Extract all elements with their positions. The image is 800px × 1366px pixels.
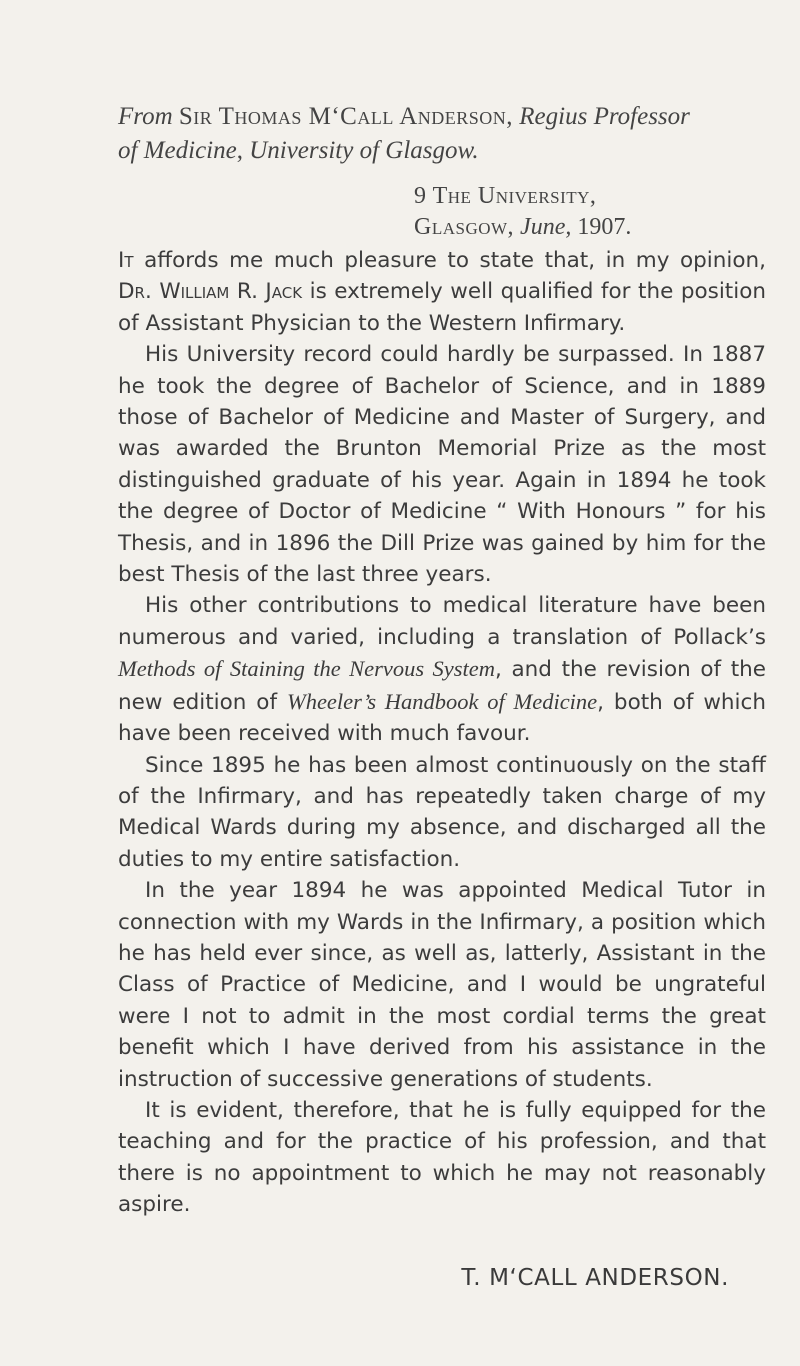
paragraph-5: In the year 1894 he was appointed Medical Tutor in connection with my Wards in the Infirmary, a position which he has held ever since, as well as, latterly, Assistant in the Class of Practice of Medicine, and I would be ungrateful were I not to admit in the most cordial terms the great benefit which I have derived from his assistance in the instruction of successive generations of students. bbox=[118, 878, 766, 1092]
paragraph-1-text-b: is extremely well qualified for the position of Assistant Physician to the Western Infirmary. bbox=[118, 279, 766, 336]
address-month: June, bbox=[520, 214, 572, 240]
paragraph-1-start: It bbox=[118, 248, 134, 273]
letter-body bbox=[118, 245, 766, 1221]
heading-sender: Sir Thomas M‘Call Anderson, bbox=[178, 103, 514, 130]
address-city: Glasgow, bbox=[414, 214, 515, 240]
paragraph-1 bbox=[118, 245, 766, 339]
paragraph-4: Since 1895 he has been almost continuously on the staff of the Infirmary, and has repeatedly taken charge of my Medical Wards during my absence, and discharged all the duties to my entire satisfaction. bbox=[118, 752, 766, 872]
letter-address bbox=[414, 181, 774, 243]
heading-title-part2: of Medicine bbox=[118, 137, 237, 164]
heading-title-part1: Regius Professor bbox=[519, 103, 690, 130]
paragraph-3 bbox=[118, 590, 766, 749]
heading-from: From bbox=[118, 103, 173, 130]
address-line-1: 9 The University, bbox=[414, 183, 597, 209]
signature-text: T. M‘CALL ANDERSON. bbox=[461, 1265, 729, 1291]
paragraph-1-text-a: affords me much pleasure to state that, in my opinion, bbox=[133, 248, 766, 273]
paragraph-3-text-a: His other contributions to medical literature have been numerous and varied, including a translation of Pollack’s bbox=[118, 593, 766, 650]
paragraph-3-text-c: , both of which have been received with much favour. bbox=[118, 689, 766, 747]
candidate-name: Dr. William R. Jack bbox=[118, 279, 303, 305]
paragraph-2: His University record could hardly be surpassed. In 1887 he took the degree of Bachelor of Science, and in 1889 those of Bachelor of Medicine and Master of Surgery, and was awarded the Brunton Memorial Prize as the most distinguished graduate of his year. Again in 1894 he took the degree of Doctor of Medicine “ With Honours ” for his Thesis, and in 1896 the Dill Prize was gained by him for the best Thesis of the last three years. bbox=[118, 342, 766, 588]
signature bbox=[118, 1265, 766, 1291]
paragraph-3-text-b: , and the revision of the new edition of bbox=[118, 657, 767, 715]
paragraph-6: It is evident, therefore, that he is fully equipped for the teaching and for the practice of his profession, and that there is no appointment to which he may not reasonably aspire. bbox=[118, 1097, 766, 1218]
heading-comma: , bbox=[236, 137, 243, 164]
heading-line-2 bbox=[118, 134, 768, 168]
letter-heading bbox=[118, 100, 768, 168]
heading-title-part3: University of Glasgow. bbox=[249, 137, 479, 164]
book-title-handbook: Wheeler’s Handbook of Medicine bbox=[286, 688, 598, 714]
heading-line-1 bbox=[118, 100, 768, 134]
address-line-2 bbox=[414, 212, 774, 243]
address-year: 1907. bbox=[577, 214, 632, 240]
book-title-staining: Methods of Staining the Nervous System bbox=[118, 656, 496, 682]
